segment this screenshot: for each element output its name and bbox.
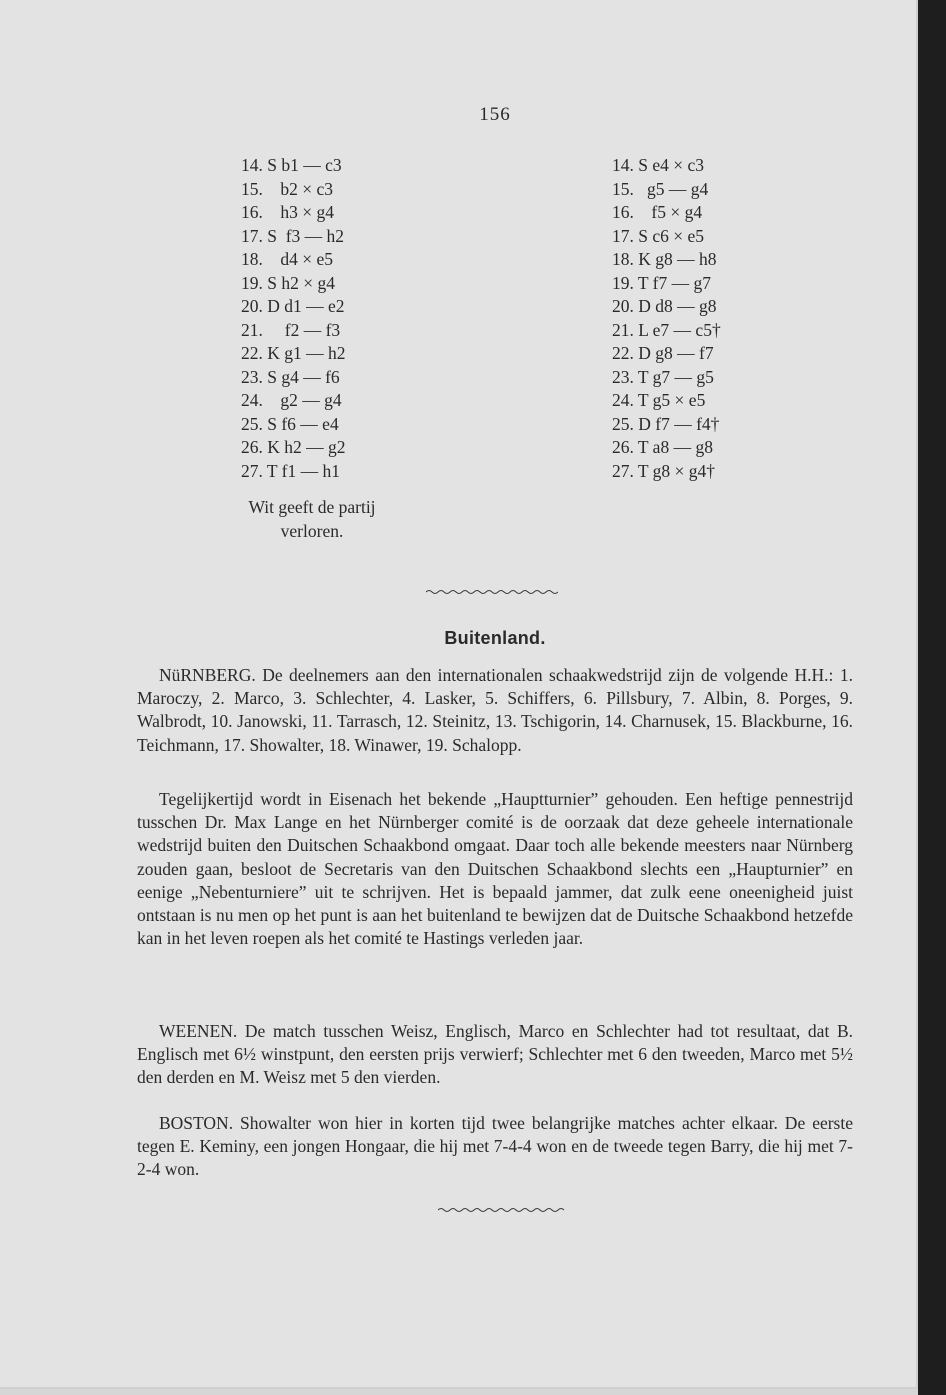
move-line: 18. K g8 — h8 [612, 249, 717, 269]
white-moves-column [241, 154, 346, 483]
move-line: 19. T f7 — g7 [612, 272, 712, 293]
move-line: 19. S h2 × g4 [241, 272, 335, 293]
game-result: Wit geeft de partij verloren. [248, 497, 376, 541]
move-line: 22. K g1 — h2 [241, 343, 346, 363]
page-edge-shadow [918, 0, 946, 1395]
section-heading: Buitenland. [444, 628, 546, 648]
move-line: 27. T f1 — h1 [241, 460, 341, 481]
paragraph-weenen: WEENEN. De match tusschen Weisz, Englisch, Marco en Schlechter had tot resultaat, dat B. Englisch met 6½ winstpunt, den eersten prijs verwierf; Schlechter met 6 den tweeden, Marco met 5½ den derden en M. Weisz met 5 den vierden. [137, 1021, 853, 1088]
wavy-divider [426, 588, 558, 596]
move-line: 21. L e7 — c5† [612, 319, 721, 340]
move-line: 24. g2 — g4 [241, 390, 342, 410]
black-moves-column [612, 154, 721, 483]
wavy-divider [438, 1206, 566, 1214]
move-line: 15. g5 — g4 [612, 178, 709, 199]
move-line: 25. S f6 — e4 [241, 413, 339, 434]
move-line: 14. S e4 × c3 [612, 155, 705, 175]
move-line: 20. D d8 — g8 [612, 296, 717, 316]
move-line: 25. D f7 — f4† [612, 413, 720, 434]
move-line: 23. S g4 — f6 [241, 366, 340, 387]
paragraph-eisenach: Tegelijkertijd wordt in Eisenach het bekende „Hauptturnier” gehouden. Een heftige pennestrijd tusschen Dr. Max Lange en het Nürnberger comité is de oorzaak dat deze geheele internationale wedstrijd buiten den Duitschen Schaakbond omgaat. Daar toch alle bekende meesters naar Nürnberg zouden gaan, besloot de Secretaris van den Duitschen Schaakbond slechts een „Haupturnier” en eenige „Nebenturniere” uit te schrijven. Het is bepaald jammer, dat zulk eene oneenigheid juist ontstaan is nu men op het punt is aan het buitenland te bewijzen dat de Duitsche Schaakbond hetzefde kan in het leven roepen als het comité te Hastings verleden jaar. [137, 789, 853, 949]
move-line: 17. S c6 × e5 [612, 225, 705, 246]
move-line: 26. K h2 — g2 [241, 437, 346, 457]
move-line: 26. T a8 — g8 [612, 437, 713, 457]
move-line: 27. T g8 × g4† [612, 460, 716, 481]
move-line: 14. S b1 — c3 [241, 155, 342, 175]
paragraph-nurnberg: NüRNBERG. De deelnemers aan den internationalen schaakwedstrijd zijn de volgende H.H.: 1. Maroczy, 2. Marco, 3. Schlechter, 4. Lasker, 5. Schiffers, 6. Pillsbury, 7. Albin, 8. Porges, 9. Walbrodt, 10. Janowski, 11. Tarrasch, 12. Steinitz, 13. Tschigorin, 14. Charnusek, 15. Blackburne, 16. Teichmann, 17. Showalter, 18. Winawer, 19. Schalopp. [137, 665, 853, 755]
move-line: 20. D d1 — e2 [241, 296, 345, 316]
move-line: 17. S f3 — h2 [241, 225, 345, 246]
move-line: 24. T g5 × e5 [612, 390, 706, 410]
move-line: 22. D g8 — f7 [612, 343, 714, 363]
move-line: 23. T g7 — g5 [612, 366, 714, 387]
page-number: 156 [479, 104, 511, 125]
move-line: 16. f5 × g4 [612, 202, 703, 222]
move-line: 15. b2 × c3 [241, 178, 334, 199]
move-line: 21. f2 — f3 [241, 319, 341, 340]
move-line: 18. d4 × e5 [241, 249, 334, 269]
move-line: 16. h3 × g4 [241, 202, 334, 222]
paragraph-boston: BOSTON. Showalter won hier in korten tijd twee belangrijke matches achter elkaar. De eerste tegen E. Keminy, een jongen Hongaar, die hij met 7-4-4 won en de tweede tegen Barry, die hij met 7-2-4 won. [137, 1113, 853, 1180]
